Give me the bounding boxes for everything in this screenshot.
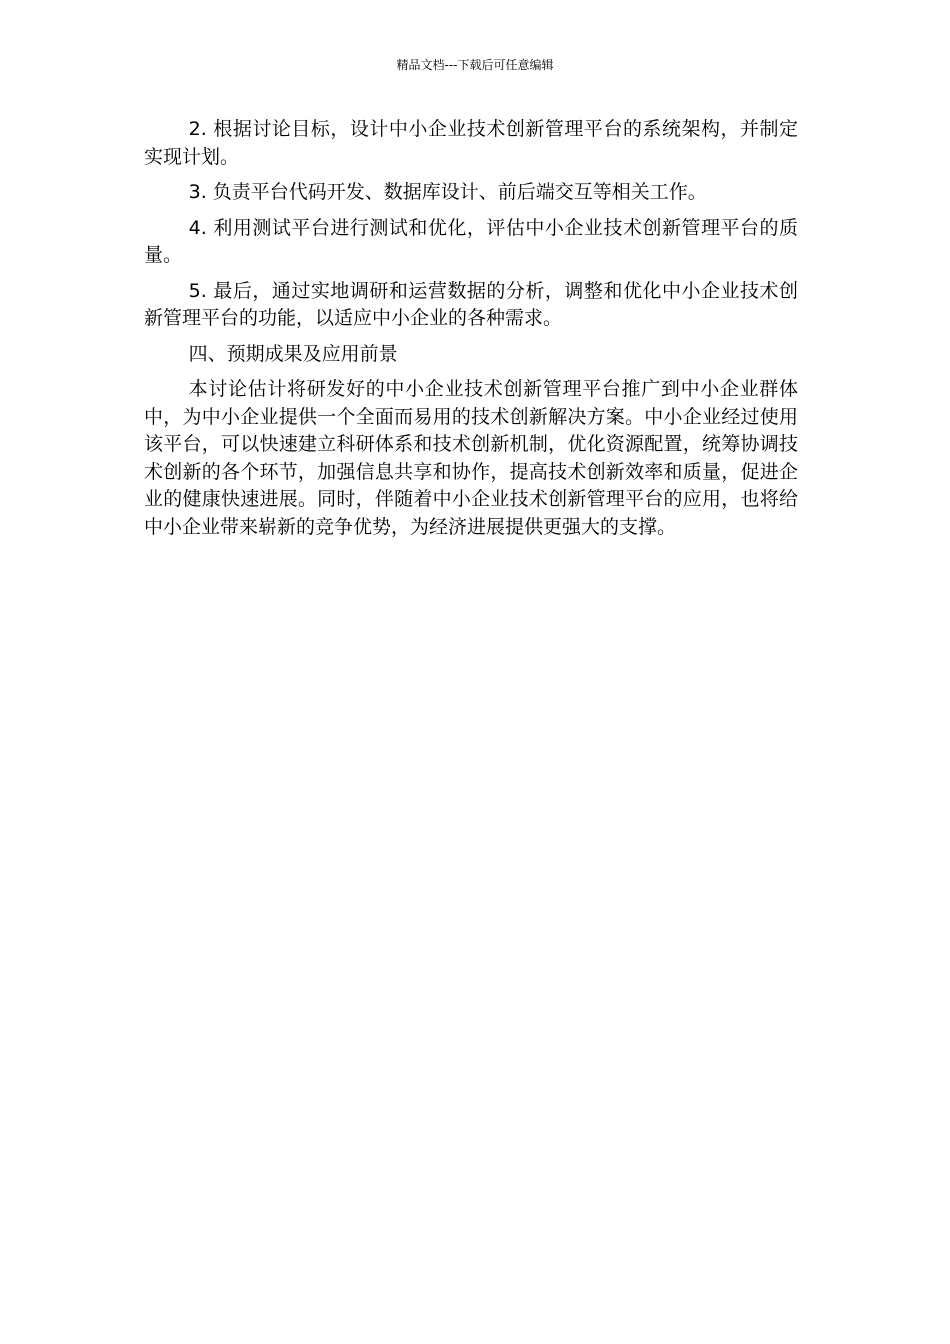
paragraph-expected-results: 本讨论估计将研发好的中小企业技术创新管理平台推广到中小企业群体中，为中小企业提供一个全面而易用的技术创新解决方案。中小企业经过使用该平台，可以快速建立科研体系和技术创新机制，优化资源配置，统筹协调技术创新的各个环节，加强信息共享和协作，提高技术创新效率和质量，促进企业的健康快速进展。同时，伴随着中小企业技术创新管理平台的应用，也将给中小企业带来崭新的竞争优势，为经济进展提供更强大的支撑。	[144, 378, 798, 538]
paragraph-step-2: 2. 根据讨论目标，设计中小企业技术创新管理平台的系统架构，并制定实现计划。	[144, 118, 798, 168]
section-heading: 四、预期成果及应用前景	[188, 342, 398, 365]
paragraph-step-3: 3. 负责平台代码开发、数据库设计、前后端交互等相关工作。	[188, 181, 707, 203]
paragraph-step-5: 5. 最后，通过实地调研和运营数据的分析，调整和优化中小企业技术创新管理平台的功能，以适应中小企业的各种需求。	[144, 279, 798, 329]
paragraph-step-4: 4. 利用测试平台进行测试和优化，评估中小企业技术创新管理平台的质量。	[144, 216, 798, 266]
page-header: 精品文档---下载后可任意编辑	[396, 58, 554, 72]
document-body	[144, 116, 798, 549]
